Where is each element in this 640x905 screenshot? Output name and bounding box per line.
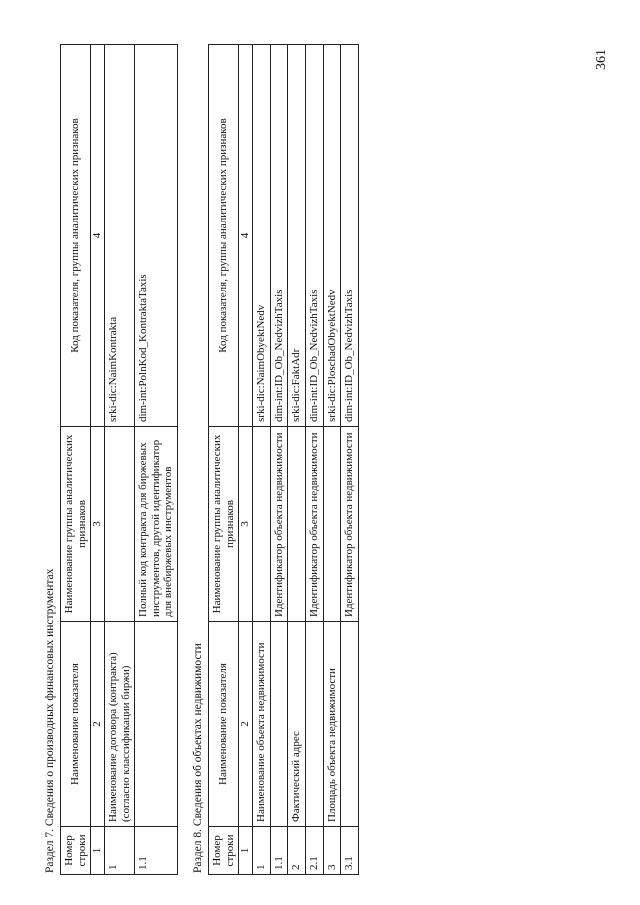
group-name — [104, 427, 134, 622]
section-7-title: Раздел 7. Сведения о производных финансовых инструментах — [44, 568, 56, 873]
column-number: 2 — [239, 622, 253, 827]
indicator-code: srki-dic:FaktAdr — [288, 45, 306, 427]
page-number: 361 — [594, 49, 609, 70]
table-row — [135, 45, 178, 875]
column-number: 1 — [239, 827, 253, 875]
group-name: Полный код контракта для биржевых инструментов, другой идентификатор для внебиржевых инструментов — [135, 427, 178, 622]
indicator-code: srki-dic:NaimKontrakta — [104, 45, 134, 427]
indicator-name: Наименование объекта недвижимости — [253, 622, 271, 827]
indicator-name: Фактический адрес — [288, 622, 306, 827]
group-name: Идентификатор объекта недвижимости — [341, 427, 359, 622]
indicator-code: dim-int:ID_Ob_NedvizhTaxis — [270, 45, 288, 427]
group-name — [323, 427, 341, 622]
section-8-title: Раздел 8. Сведения об объектах недвижимости — [192, 643, 205, 873]
row-number: 1.1 — [135, 827, 178, 875]
group-name: Идентификатор объекта недвижимости — [305, 427, 323, 622]
row-number: 3.1 — [341, 827, 359, 875]
column-number: 2 — [91, 622, 105, 827]
header-cell: Код показателя, группы аналитических признаков — [61, 45, 91, 427]
indicator-name — [341, 622, 359, 827]
table-row — [270, 45, 288, 875]
group-name: Идентификатор объекта недвижимости — [270, 427, 288, 622]
indicator-code: dim-int:ID_Ob_NedvizhTaxis — [305, 45, 323, 427]
header-cell: Номер строки — [209, 827, 239, 875]
table-row — [253, 45, 271, 875]
column-number: 3 — [239, 427, 253, 622]
column-number-row — [91, 45, 105, 875]
indicator-name: Наименование договора (контракта) (согласно классификации биржи) — [104, 622, 134, 827]
table-row — [323, 45, 341, 875]
section-8-table — [208, 44, 359, 875]
header-cell: Наименование группы аналитических признаков — [61, 427, 91, 622]
row-number: 3 — [323, 827, 341, 875]
indicator-code: dim-int:PolnKod_KontraktaTaxis — [135, 45, 178, 427]
column-number: 4 — [91, 45, 105, 427]
indicator-code: dim-int:ID_Ob_NedvizhTaxis — [341, 45, 359, 427]
table-row — [288, 45, 306, 875]
indicator-name: Площадь объекта недвижимости — [323, 622, 341, 827]
header-cell: Номер строки — [61, 827, 91, 875]
table-row — [305, 45, 323, 875]
group-name — [253, 427, 271, 622]
column-number: 1 — [91, 827, 105, 875]
document-body — [44, 45, 359, 875]
section-7-table — [60, 44, 178, 875]
table-header-row — [209, 45, 239, 875]
table-header-row — [61, 45, 91, 875]
row-number: 1 — [104, 827, 134, 875]
indicator-code: srki-dic:NaimObyektNedv — [253, 45, 271, 427]
table-row — [104, 45, 134, 875]
row-number: 1.1 — [270, 827, 288, 875]
group-name — [288, 427, 306, 622]
indicator-code: srki-dic:PloschadObyektNedv — [323, 45, 341, 427]
table-row — [341, 45, 359, 875]
indicator-name — [270, 622, 288, 827]
header-cell: Код показателя, группы аналитических признаков — [209, 45, 239, 427]
row-number: 2 — [288, 827, 306, 875]
indicator-name — [305, 622, 323, 827]
row-number: 1 — [253, 827, 271, 875]
header-cell: Наименование группы аналитических признаков — [209, 427, 239, 622]
row-number: 2.1 — [305, 827, 323, 875]
indicator-name — [135, 622, 178, 827]
header-cell: Наименование показателя — [209, 622, 239, 827]
column-number: 4 — [239, 45, 253, 427]
column-number-row — [239, 45, 253, 875]
column-number: 3 — [91, 427, 105, 622]
header-cell: Наименование показателя — [61, 622, 91, 827]
